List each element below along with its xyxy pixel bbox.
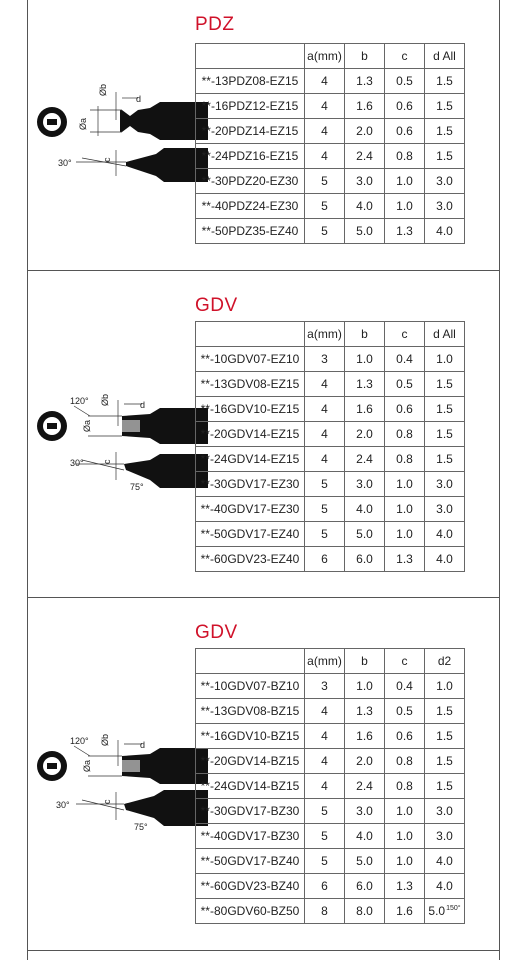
table-cell: 4 <box>305 774 345 799</box>
table-cell: **-60GDV23-EZ40 <box>196 547 305 572</box>
table-cell: 1.3 <box>345 372 385 397</box>
table-cell: **-10GDV07-BZ10 <box>196 674 305 699</box>
table-cell: 5 <box>305 169 345 194</box>
table-cell: 2.4 <box>345 774 385 799</box>
table-cell: 2.4 <box>345 447 385 472</box>
table-cell: 6.0 <box>345 874 385 899</box>
table-header-row <box>196 44 465 69</box>
table-cell: 1.0 <box>425 674 465 699</box>
table-row <box>196 849 465 874</box>
table-cell: 4 <box>305 397 345 422</box>
table-cell: 1.5 <box>425 724 465 749</box>
table-cell: **-13GDV08-BZ15 <box>196 699 305 724</box>
table-cell: 1.5 <box>425 749 465 774</box>
table-header-cell: b <box>345 44 385 69</box>
table-cell: 5 <box>305 799 345 824</box>
table-cell: **-20GDV14-EZ15 <box>196 422 305 447</box>
table-header-cell: c <box>385 322 425 347</box>
table-cell: 5 <box>305 194 345 219</box>
table-cell: 1.5 <box>425 119 465 144</box>
table-cell: 3.0 <box>425 472 465 497</box>
table-cell: 4.0 <box>345 824 385 849</box>
table-cell: **-60GDV23-BZ40 <box>196 874 305 899</box>
table-row <box>196 94 465 119</box>
svg-text:d: d <box>140 740 146 750</box>
table-cell: **-16GDV10-BZ15 <box>196 724 305 749</box>
table-cell: 1.6 <box>345 724 385 749</box>
tip-diagram-gdv-ez <box>30 390 220 500</box>
table-cell: 3.0 <box>345 799 385 824</box>
table-cell: 4.0 <box>425 874 465 899</box>
table-cell: 3.0 <box>345 169 385 194</box>
table-header-cell: b <box>345 649 385 674</box>
tip-diagram-gdv-bz <box>30 730 220 840</box>
table-cell: 0.6 <box>385 94 425 119</box>
table-header-cell <box>196 649 305 674</box>
table-cell: 1.3 <box>385 219 425 244</box>
table-cell: 1.5 <box>425 94 465 119</box>
table-row <box>196 674 465 699</box>
section-divider <box>27 597 500 598</box>
table-header-cell: d2 <box>425 649 465 674</box>
table-cell: 5 <box>305 849 345 874</box>
table-cell: **-20GDV14-BZ15 <box>196 749 305 774</box>
table-cell: 2.4 <box>345 144 385 169</box>
table-row <box>196 119 465 144</box>
table-header-cell <box>196 322 305 347</box>
table-cell: 3 <box>305 347 345 372</box>
table-header-cell <box>196 44 305 69</box>
table-cell: **-13PDZ08-EZ15 <box>196 69 305 94</box>
table-cell: 5.0 <box>345 849 385 874</box>
angle-note: 150° <box>446 905 461 912</box>
table-row <box>196 194 465 219</box>
table-cell: 1.5 <box>425 372 465 397</box>
table-cell: 2.0 <box>345 749 385 774</box>
table-row <box>196 749 465 774</box>
table-header-cell: d All <box>425 322 465 347</box>
table-cell: **-24GDV14-BZ15 <box>196 774 305 799</box>
section-title-pdz: PDZ <box>195 14 235 35</box>
table-header-cell: a(mm) <box>305 649 345 674</box>
table-header-cell: c <box>385 44 425 69</box>
table-cell: **-30GDV17-EZ30 <box>196 472 305 497</box>
svg-text:30°: 30° <box>58 158 72 168</box>
table-row <box>196 447 465 472</box>
table-row <box>196 69 465 94</box>
table-cell: 1.5 <box>425 69 465 94</box>
table-cell: 5 <box>305 497 345 522</box>
table-cell: 0.5 <box>385 699 425 724</box>
table-cell: 5 <box>305 472 345 497</box>
table-cell: **-80GDV60-BZ50 <box>196 899 305 924</box>
svg-text:c: c <box>102 799 112 804</box>
table-header-row <box>196 649 465 674</box>
table-cell: **-10GDV07-EZ10 <box>196 347 305 372</box>
table-cell: **-40GDV17-EZ30 <box>196 497 305 522</box>
table-cell: **-30PDZ20-EZ30 <box>196 169 305 194</box>
table-row <box>196 169 465 194</box>
svg-text:120°: 120° <box>70 736 89 746</box>
table-cell: 3.0 <box>425 497 465 522</box>
table-row <box>196 774 465 799</box>
table-cell: **-50PDZ35-EZ40 <box>196 219 305 244</box>
table-cell: 1.5 <box>425 397 465 422</box>
table-header-cell: b <box>345 322 385 347</box>
table-cell: 1.0 <box>385 472 425 497</box>
table-cell: 6 <box>305 874 345 899</box>
table-row <box>196 347 465 372</box>
table-row <box>196 397 465 422</box>
table-cell: 4 <box>305 447 345 472</box>
table-cell: 0.8 <box>385 749 425 774</box>
table-row <box>196 699 465 724</box>
table-cell: 4.0 <box>345 497 385 522</box>
table-cell: 5.0 <box>345 522 385 547</box>
svg-text:c: c <box>102 459 112 464</box>
table-cell: 5 <box>305 522 345 547</box>
table-cell: 6.0 <box>345 547 385 572</box>
table-cell: 3.0 <box>345 472 385 497</box>
table-cell: 0.8 <box>385 447 425 472</box>
table-cell: 0.4 <box>385 347 425 372</box>
section-divider <box>27 270 500 271</box>
table-cell: **-50GDV17-BZ40 <box>196 849 305 874</box>
table-cell: **-13GDV08-EZ15 <box>196 372 305 397</box>
table-cell: 4 <box>305 372 345 397</box>
table-cell: 8 <box>305 899 345 924</box>
table-cell: 4 <box>305 69 345 94</box>
table-cell: **-24GDV14-EZ15 <box>196 447 305 472</box>
table-cell: **-40GDV17-BZ30 <box>196 824 305 849</box>
table-cell: 0.8 <box>385 422 425 447</box>
table-cell: 1.0 <box>385 849 425 874</box>
section-title-gdv-ez: GDV <box>195 295 238 316</box>
table-row <box>196 472 465 497</box>
table-cell: **-20PDZ14-EZ15 <box>196 119 305 144</box>
table-row <box>196 219 465 244</box>
table-cell: **-30GDV17-BZ30 <box>196 799 305 824</box>
table-cell: 2.0 <box>345 422 385 447</box>
table-cell: 1.6 <box>385 899 425 924</box>
svg-text:30°: 30° <box>70 458 84 468</box>
table-row <box>196 824 465 849</box>
table-cell: 2.0 <box>345 119 385 144</box>
table-cell: 4 <box>305 119 345 144</box>
table-cell: 4 <box>305 94 345 119</box>
table-cell: 0.8 <box>385 774 425 799</box>
svg-text:75°: 75° <box>134 822 148 832</box>
table-cell: 8.0 <box>345 899 385 924</box>
table-header-cell: c <box>385 649 425 674</box>
table-cell: 4.0 <box>425 849 465 874</box>
table-cell: 1.0 <box>385 522 425 547</box>
table-cell: 0.4 <box>385 674 425 699</box>
svg-text:Øa: Øa <box>82 419 92 432</box>
table-cell: 0.6 <box>385 724 425 749</box>
table-cell: 4 <box>305 724 345 749</box>
table-row <box>196 899 465 924</box>
table-row <box>196 497 465 522</box>
table-cell: 1.3 <box>385 874 425 899</box>
table-cell: 3 <box>305 674 345 699</box>
svg-text:Øb: Øb <box>98 83 108 96</box>
table-header-row <box>196 322 465 347</box>
section-title-gdv-bz: GDV <box>195 622 238 643</box>
spec-table-gdv-bz <box>195 648 465 924</box>
table-header-cell: a(mm) <box>305 322 345 347</box>
table-cell: 4.0 <box>425 522 465 547</box>
table-cell: 1.0 <box>385 824 425 849</box>
table-cell: 0.5 <box>385 372 425 397</box>
table-row <box>196 799 465 824</box>
table-row <box>196 522 465 547</box>
svg-text:Øb: Øb <box>100 733 110 746</box>
table-row <box>196 724 465 749</box>
table-cell: 1.6 <box>345 94 385 119</box>
table-cell: 0.5 <box>385 69 425 94</box>
table-cell: 0.6 <box>385 397 425 422</box>
svg-text:Øa: Øa <box>78 117 88 130</box>
svg-text:120°: 120° <box>70 396 89 406</box>
table-cell: 1.0 <box>385 194 425 219</box>
svg-text:d: d <box>136 94 142 104</box>
table-cell: 3.0 <box>425 169 465 194</box>
table-cell: 1.5 <box>425 699 465 724</box>
table-cell: 3.0 <box>425 194 465 219</box>
table-cell: 1.5 <box>425 144 465 169</box>
table-row <box>196 422 465 447</box>
spec-table-pdz <box>195 43 465 244</box>
spec-table-gdv-ez <box>195 321 465 572</box>
table-cell: 0.8 <box>385 144 425 169</box>
table-cell: 1.5 <box>425 422 465 447</box>
table-cell: 1.0 <box>345 347 385 372</box>
table-cell: **-24PDZ16-EZ15 <box>196 144 305 169</box>
table-cell: 1.6 <box>345 397 385 422</box>
svg-text:75°: 75° <box>130 482 144 492</box>
table-cell: 0.6 <box>385 119 425 144</box>
table-cell: **-16PDZ12-EZ15 <box>196 94 305 119</box>
table-cell: 1.3 <box>345 69 385 94</box>
table-cell: 5 <box>305 824 345 849</box>
table-row <box>196 547 465 572</box>
table-cell: 4 <box>305 749 345 774</box>
table-cell: 1.0 <box>345 674 385 699</box>
table-cell: 4 <box>305 699 345 724</box>
table-cell: 4.0 <box>425 219 465 244</box>
table-cell: 5 <box>305 219 345 244</box>
table-cell: 1.0 <box>385 497 425 522</box>
table-cell: 1.0 <box>385 169 425 194</box>
svg-text:c: c <box>102 157 112 162</box>
table-row <box>196 874 465 899</box>
table-cell: **-40PDZ24-EZ30 <box>196 194 305 219</box>
table-cell: 1.3 <box>345 699 385 724</box>
table-cell: 1.0 <box>425 347 465 372</box>
table-cell: 6 <box>305 547 345 572</box>
last-cell: $5.0^{150^\circ}$ <box>425 899 465 924</box>
table-cell: 5.0 <box>345 219 385 244</box>
table-row <box>196 144 465 169</box>
table-cell: 1.3 <box>385 547 425 572</box>
table-cell: 4 <box>305 144 345 169</box>
svg-text:Øa: Øa <box>82 759 92 772</box>
table-cell: 4 <box>305 422 345 447</box>
table-cell: 4.0 <box>345 194 385 219</box>
svg-text:Øb: Øb <box>100 393 110 406</box>
table-row <box>196 372 465 397</box>
table-cell: 1.5 <box>425 774 465 799</box>
section-divider <box>27 950 500 951</box>
table-cell: 1.5 <box>425 447 465 472</box>
svg-text:30°: 30° <box>56 800 70 810</box>
table-header-cell: a(mm) <box>305 44 345 69</box>
table-header-cell: d All <box>425 44 465 69</box>
table-cell: **-50GDV17-EZ40 <box>196 522 305 547</box>
table-cell: **-16GDV10-EZ15 <box>196 397 305 422</box>
table-cell: 1.0 <box>385 799 425 824</box>
table-cell: 3.0 <box>425 799 465 824</box>
table-cell: 3.0 <box>425 824 465 849</box>
svg-text:d: d <box>140 400 146 410</box>
table-cell: 4.0 <box>425 547 465 572</box>
tip-diagram-pdz <box>30 80 220 190</box>
